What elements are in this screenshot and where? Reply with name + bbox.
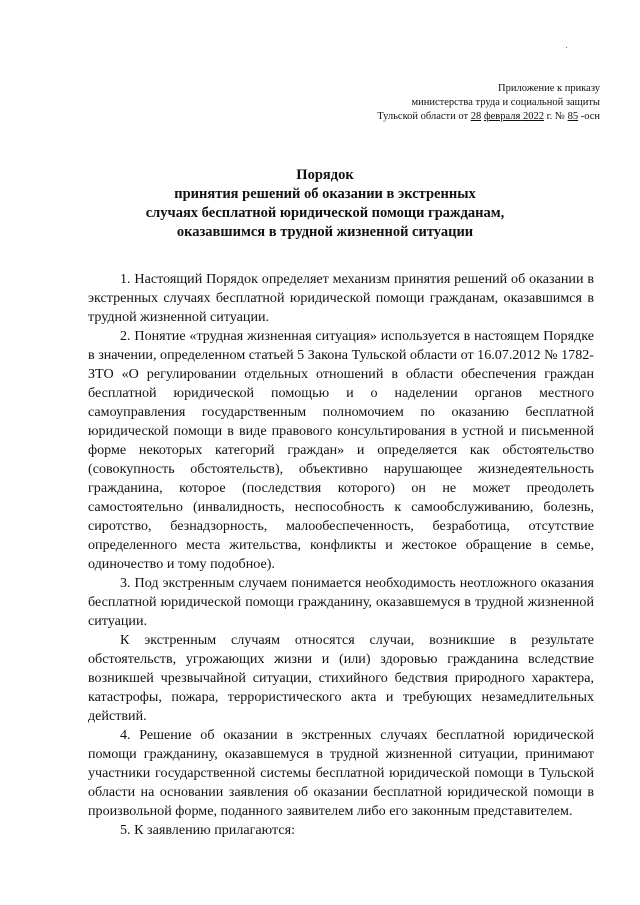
title-line-4: оказавшимся в трудной жизненной ситуации bbox=[176, 224, 474, 240]
paragraph-6: 5. К заявлению прилагаются: bbox=[120, 822, 296, 838]
paragraph-2: 2. Понятие «трудная жизненная ситуация» используется в настоящем Порядке в значении, определенном статьей 5 Закона Тульской области от 16.07.2012 № 1782-ЗТО «О регулировании отдельных отношений в области обеспечения граждан бесплатной юридической помощью и о наделении органов местного самоуправления государственным полномочием по оказанию бесплатной юридической помощи в виде правового консультирования в устной и письменной форме некоторых категорий граждан» и определяется как обстоятельство (совокупность обстоятельств), объективно нарушающее жизнедеятельность гражданина, которое (последствия которого) он не может преодолеть самостоятельно (инвалидность, неспособность к самообслуживанию, болезнь, сиротство, безнадзорность, малообеспеченность, безработица, отсутствие определенного места жительства, конфликты и жестокое обращение в семье, одиночество и тому подобное). bbox=[88, 328, 594, 572]
appendix-year: 2022 bbox=[520, 111, 544, 122]
appendix-line-3 bbox=[300, 110, 600, 124]
appendix-day: 28 bbox=[470, 111, 482, 122]
title-line-3: случаях бесплатной юридической помощи гражданам, bbox=[145, 205, 505, 221]
appendix-date-prefix: Тульской области от bbox=[377, 111, 471, 122]
paragraph-5: 4. Решение об оказании в экстренных случаях бесплатной юридической помощи гражданину, оказавшемуся в трудной жизненной ситуации, принимают участники государственной системы бесплатной юридической помощи в Тульской области на основании заявления об оказании бесплатной юридической помощи в произвольной форме, поданного заявителем либо его законным представителем. bbox=[88, 727, 594, 819]
title-line-1: Порядок bbox=[296, 167, 354, 183]
title-line-2: принятия решений об оказании в экстренных bbox=[174, 186, 476, 202]
paragraph-3: 3. Под экстренным случаем понимается необходимость неотложного оказания бесплатной юридической помощи гражданину, оказавшемуся в трудной жизненной ситуации. bbox=[88, 575, 594, 629]
appendix-number-suffix: -осн bbox=[578, 111, 600, 122]
appendix-month: февраля bbox=[483, 111, 521, 122]
document-body bbox=[88, 270, 594, 840]
document-title bbox=[90, 166, 560, 242]
appendix-line-2: министерства труда и социальной защиты bbox=[411, 97, 600, 108]
scan-speck bbox=[566, 47, 567, 48]
appendix-number: 85 bbox=[567, 111, 579, 122]
appendix-year-suffix: г. № bbox=[543, 111, 568, 122]
paragraph-4: К экстренным случаям относятся случаи, возникшие в результате обстоятельств, угрожающих жизни и (или) здоровью гражданина вследствие возникшей чрезвычайной ситуации, стихийного бедствия природного характера, катастрофы, пожара, террористического акта и требующих незамедлительных действий. bbox=[88, 632, 594, 724]
paragraph-1: 1. Настоящий Порядок определяет механизм принятия решений об оказании в экстренных случаях бесплатной юридической помощи гражданам, оказавшимся в трудной жизненной ситуации. bbox=[88, 271, 594, 325]
appendix-header bbox=[300, 82, 600, 124]
appendix-line-1: Приложение к приказу bbox=[498, 83, 600, 94]
